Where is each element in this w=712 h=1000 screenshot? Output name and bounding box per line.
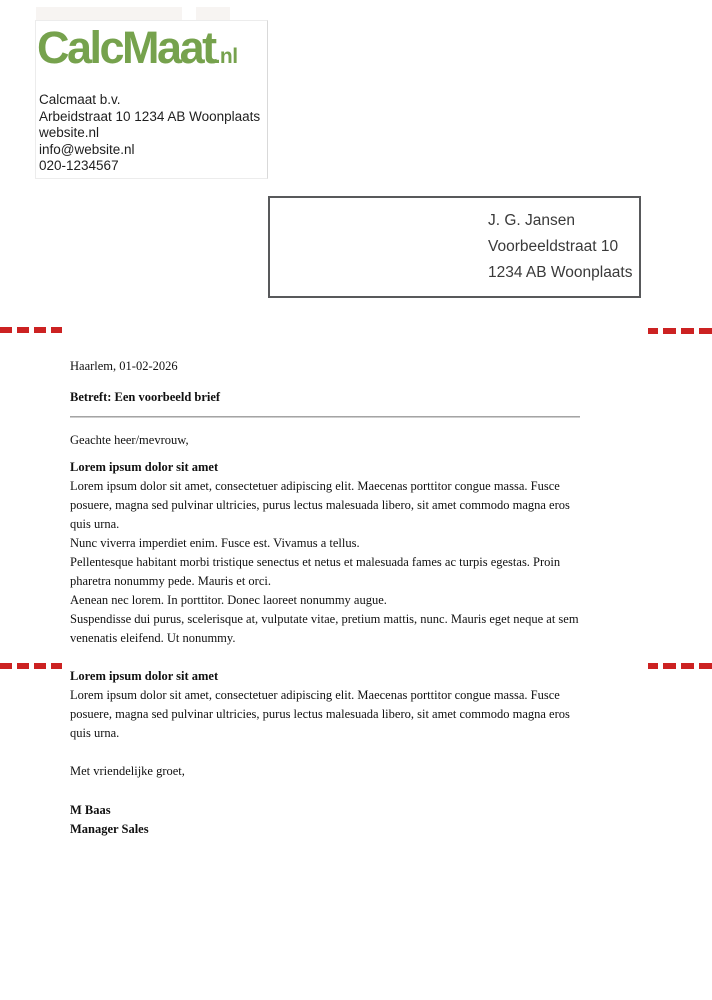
closing: Met vriendelijke groet, [70, 764, 185, 778]
company-website: website.nl [39, 125, 100, 140]
paragraph: Aenean nec lorem. In porttitor. Donec laoreet nonummy augue. [70, 593, 387, 607]
subject-divider [70, 416, 580, 418]
paragraph: Lorem ipsum dolor sit amet, consectetuer adipiscing elit. Maecenas porttitor congue massa. Fusce posuere, magna sed pulvinar ultricies, purus lectus malesuada libero, sit amet commodo magna eros quis urna. [70, 688, 570, 740]
recipient-address [488, 208, 633, 286]
faint-watermark [36, 7, 230, 20]
section-heading: Lorem ipsum dolor sit amet [70, 460, 219, 474]
closing-wrap [70, 762, 586, 781]
company-logo [37, 24, 238, 72]
paragraph: Pellentesque habitant morbi tristique senectus et netus et malesuada fames ac turpis egestas. Proin pharetra nonummy pede. Mauris et orci. [70, 555, 561, 588]
logo-text: CalcMaat [37, 22, 215, 73]
recipient-city: 1234 AB Woonplaats [488, 264, 633, 281]
paragraph: Suspendisse dui purus, scelerisque at, vulputate vitae, pretium mattis, nunc. Mauris eget neque at sem venenatis eleifend. Ut nonummy. [70, 612, 579, 645]
signature-title: Manager Sales [70, 822, 149, 836]
company-email: info@website.nl [39, 141, 135, 157]
fold-mark-bottom-right [648, 663, 712, 669]
subject-line: Betreft: Een voorbeeld brief [70, 390, 221, 404]
dateline: Haarlem, 01-02-2026 [70, 359, 178, 373]
recipient-street: Voorbeeldstraat 10 [488, 238, 619, 255]
letter-body [70, 357, 586, 839]
salutation: Geachte heer/mevrouw, [70, 433, 189, 447]
paragraph: Nunc viverra imperdiet enim. Fusce est. Vivamus a tellus. [70, 536, 360, 550]
signature-name: M Baas [70, 803, 111, 817]
logo-suffix: .nl [214, 45, 238, 68]
company-street: Arbeidstraat 10 1234 AB Woonplaats [39, 108, 261, 124]
recipient-name: J. G. Jansen [488, 212, 576, 229]
paragraph: Lorem ipsum dolor sit amet, consectetuer adipiscing elit. Maecenas porttitor congue massa. Fusce posuere, magna sed pulvinar ultricies, purus lectus malesuada libero, sit amet commodo magna eros quis urna. [70, 479, 570, 531]
fold-mark-top-right [648, 328, 712, 334]
company-name: Calcmaat b.v. [39, 92, 121, 107]
section-heading: Lorem ipsum dolor sit amet [70, 669, 219, 683]
company-phone: 020-1234567 [39, 158, 119, 173]
signature-block [70, 801, 586, 839]
fold-mark-bottom-left [0, 663, 62, 669]
company-address [39, 92, 260, 175]
fold-mark-top-left [0, 327, 62, 333]
